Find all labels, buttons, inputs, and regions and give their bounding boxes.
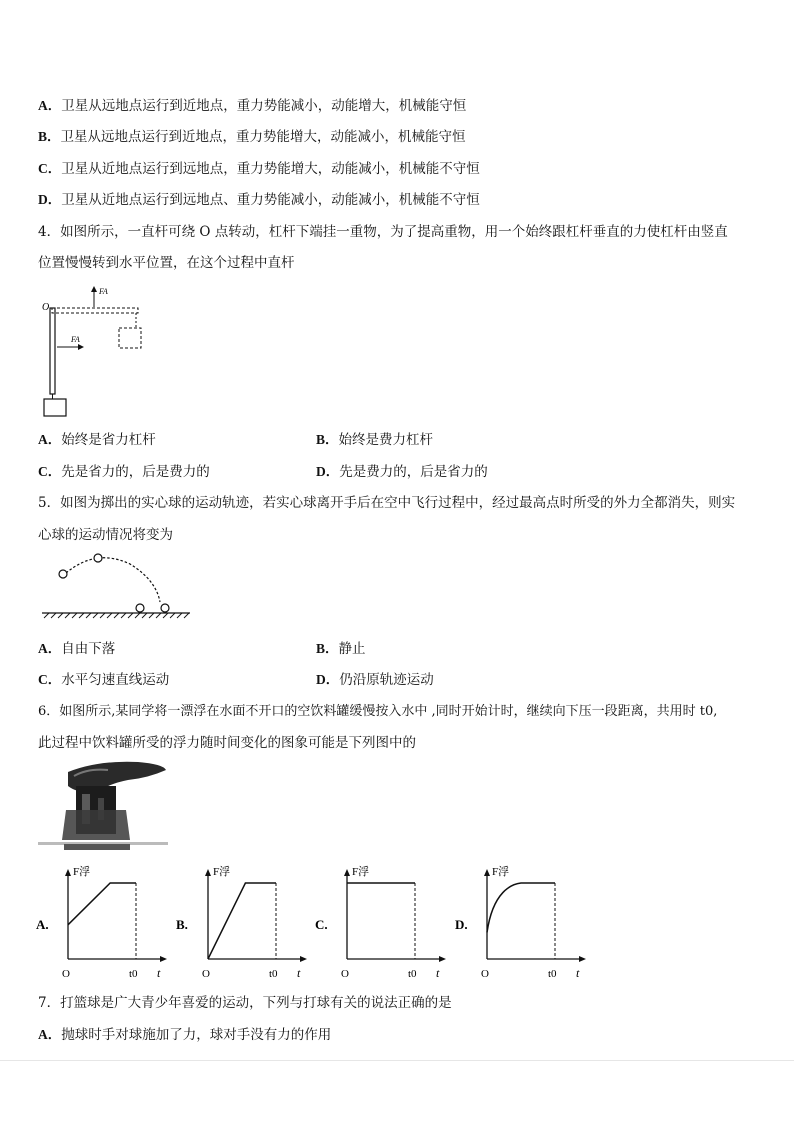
water-container: [62, 810, 130, 840]
graph-t0-label: t0: [269, 968, 278, 980]
graph-y-arrow: [205, 869, 211, 876]
ball-top: [94, 554, 102, 562]
graph-y-label: F浮: [213, 866, 231, 878]
ball-start: [59, 570, 67, 578]
graph-x-arrow: [300, 956, 307, 962]
graph-curve: [487, 883, 555, 932]
graph-y-arrow: [484, 869, 490, 876]
q4-option-a: A．始终是省力杠杆: [38, 432, 156, 448]
trajectory-path: [66, 558, 160, 602]
graph-y-label: F浮: [352, 866, 370, 878]
graph-t-label: t: [157, 966, 161, 980]
graph-curve: [208, 883, 276, 959]
q5-option-d: D．仍沿原轨迹运动: [316, 672, 434, 688]
q3-option-c: C．卫星从近地点运行到远地点，重力势能增大，动能减小，机械能不守恒: [38, 161, 480, 177]
ball-land: [136, 604, 144, 612]
q5-option-a: A．自由下落: [38, 641, 116, 657]
q4-option-d: D．先是费力的，后是省力的: [316, 464, 488, 480]
graph-t0-label: t0: [408, 968, 417, 980]
ground-hatch: [44, 613, 189, 618]
q3-option-b: B．卫星从远地点运行到近地点，重力势能增大，动能减小，机械能守恒: [38, 129, 466, 145]
graph-origin-label: O: [481, 968, 489, 980]
lever-rod: [50, 308, 55, 394]
lever-pivot-label: O: [42, 302, 50, 313]
q6-graph-b: [176, 855, 311, 980]
q6-stem-line1: 6．如图所示,某同学将一漂浮在水面不开口的空饮料罐缓慢按入水中 ,同时开始计时，继续向下压一段距离，共用时 t0,: [38, 704, 718, 719]
q6-photo-hand-pressing-can: [38, 758, 168, 850]
q7-option-a: A．抛球时手对球施加了力，球对手没有力的作用: [38, 1027, 332, 1043]
force-label-up: FA: [99, 287, 108, 296]
q5-option-b: B．静止: [316, 641, 366, 657]
graph-y-label: F浮: [73, 866, 91, 878]
graph-t-label: t: [576, 966, 580, 980]
q4-option-c: C．先是省力的，后是费力的: [38, 464, 210, 480]
q5-stem-line1: 5．如图为掷出的实心球的运动轨迹，若实心球离开手后在空中飞行过程中，经过最高点时所受的外力全都消失，则实: [38, 495, 736, 511]
weight-box-dashed: [119, 328, 141, 348]
q6-stem-line2: 此过程中饮料罐所受的浮力随时间变化的图象可能是下列图中的: [38, 735, 416, 751]
q4-lever-figure: [38, 282, 158, 422]
graph-t0-label: t0: [129, 968, 138, 980]
weight-box: [44, 399, 66, 416]
graph-t-label: t: [436, 966, 440, 980]
graph-y-arrow: [344, 869, 350, 876]
q6-graph-d: [455, 855, 590, 980]
q4-stem-line2: 位置慢慢转到水平位置，在这个过程中直杆: [38, 255, 295, 271]
force-label-right: FA: [71, 335, 80, 344]
graph-t0-label: t0: [548, 968, 557, 980]
graph-y-label: F浮: [492, 866, 510, 878]
q5-option-c: C．水平匀速直线运动: [38, 672, 170, 688]
graph-x-arrow: [160, 956, 167, 962]
graph-option-letter: C.: [315, 917, 328, 932]
lever-rod-horizontal-dashed: [52, 308, 138, 313]
ball-roll: [161, 604, 169, 612]
graph-option-letter: D.: [455, 917, 468, 932]
graph-origin-label: O: [341, 968, 349, 980]
graph-y-arrow: [65, 869, 71, 876]
graph-x-arrow: [439, 956, 446, 962]
graph-origin-label: O: [202, 968, 210, 980]
graph-x-arrow: [579, 956, 586, 962]
page-divider: [0, 1060, 794, 1061]
q4-stem-line1: 4．如图所示，一直杆可绕 O 点转动，杠杆下端挂一重物，为了提高重物，用一个始终跟杠杆垂直的力使杠杆由竖直: [38, 224, 728, 240]
graph-t-label: t: [297, 966, 301, 980]
q7-stem: 7．打篮球是广大青少年喜爱的运动，下列与打球有关的说法正确的是: [38, 995, 452, 1011]
q5-trajectory-figure: [38, 550, 198, 625]
q6-graph-c: [315, 855, 450, 980]
q6-graph-a: [36, 855, 171, 980]
q3-option-d: D．卫星从近地点运行到远地点、重力势能减小，动能减小，机械能不守恒: [38, 192, 480, 208]
graph-option-letter: A.: [36, 917, 49, 932]
graph-curve: [68, 883, 136, 925]
graph-origin-label: O: [62, 968, 70, 980]
q3-option-a: A．卫星从远地点运行到近地点，重力势能减小，动能增大，机械能守恒: [38, 98, 467, 114]
q5-stem-line2: 心球的运动情况将变为: [38, 527, 173, 543]
graph-option-letter: B.: [176, 917, 188, 932]
q4-option-b: B．始终是费力杠杆: [316, 432, 434, 448]
